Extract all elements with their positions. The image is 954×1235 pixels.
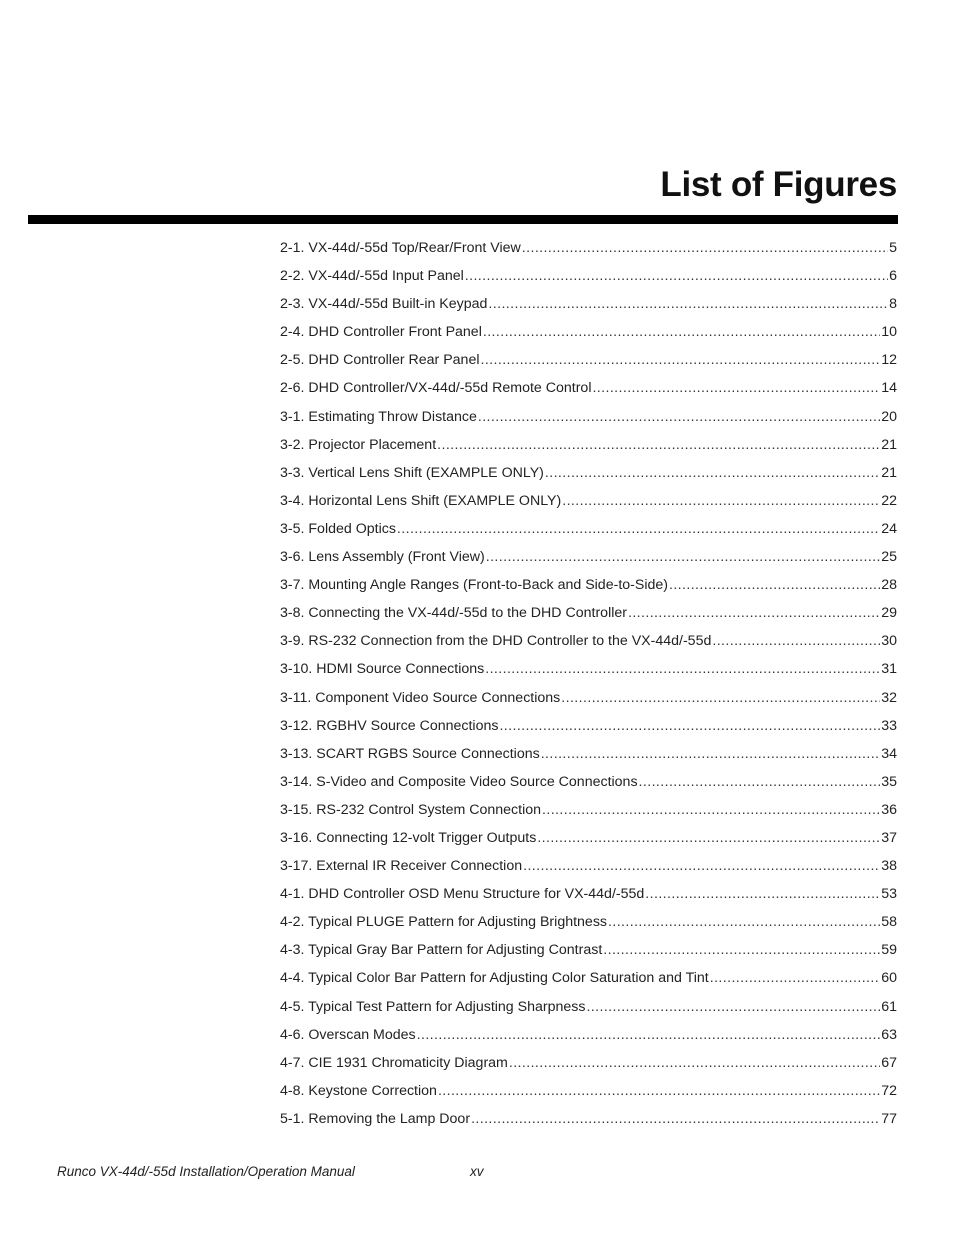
toc-entry-page: 36 <box>881 801 897 818</box>
dot-leader <box>669 571 880 599</box>
toc-entry-page: 38 <box>881 858 897 875</box>
toc-entry[interactable] <box>280 880 897 908</box>
toc-entry-label: 3-13. SCART RGBS Source Connections <box>280 745 540 762</box>
dot-leader <box>471 1105 880 1133</box>
toc-entry-label: 4-5. Typical Test Pattern for Adjusting Sharpness <box>280 998 586 1015</box>
toc-entry-label: 3-11. Component Video Source Connections <box>280 689 561 706</box>
toc-entry-label: 4-7. CIE 1931 Chromaticity Diagram <box>280 1054 508 1071</box>
toc-entry-label: 4-8. Keystone Correction <box>280 1082 437 1099</box>
toc-entry-label: 2-4. DHD Controller Front Panel <box>280 324 482 341</box>
toc-entry-page: 25 <box>881 549 897 566</box>
toc-entry-page: 35 <box>881 773 897 790</box>
toc-entry-page: 21 <box>881 436 897 453</box>
footer-manual-title: Runco VX-44d/-55d Installation/Operation Manual <box>57 1164 355 1179</box>
toc-entry-page: 32 <box>881 689 897 706</box>
toc-entry[interactable] <box>280 290 897 318</box>
toc-entry-page: 72 <box>881 1082 897 1099</box>
toc-entry[interactable] <box>280 403 897 431</box>
dot-leader <box>608 908 880 936</box>
toc-entry[interactable] <box>280 571 897 599</box>
footer-page-number: xv <box>470 1164 484 1179</box>
title-rule <box>28 215 898 224</box>
toc-entry[interactable] <box>280 712 897 740</box>
toc-entry[interactable] <box>280 543 897 571</box>
toc-entry-label: 4-4. Typical Color Bar Pattern for Adjusting Color Saturation and Tint <box>280 970 709 987</box>
toc-entry-label: 3-4. Horizontal Lens Shift (EXAMPLE ONLY) <box>280 492 562 509</box>
toc-entry-label: 3-16. Connecting 12-volt Trigger Outputs <box>280 829 537 846</box>
toc-entry[interactable] <box>280 1021 897 1049</box>
toc-entry[interactable] <box>280 936 897 964</box>
dot-leader <box>712 627 880 655</box>
toc-entry-page: 77 <box>881 1110 897 1127</box>
toc-entry-label: 3-8. Connecting the VX-44d/-55d to the DHD Controller <box>280 605 627 622</box>
toc-entry-page: 53 <box>881 886 897 903</box>
dot-leader <box>603 936 880 964</box>
toc-entry-page: 60 <box>881 970 897 987</box>
toc-entry-label: 2-2. VX-44d/-55d Input Panel <box>280 268 464 285</box>
dot-leader <box>397 515 880 543</box>
toc-entry-page: 12 <box>881 352 897 369</box>
dot-leader <box>592 374 880 402</box>
toc-entry[interactable] <box>280 487 897 515</box>
toc-entry-label: 3-7. Mounting Angle Ranges (Front-to-Back and Side-to-Side) <box>280 577 668 594</box>
toc-entry-label: 3-12. RGBHV Source Connections <box>280 717 499 734</box>
page-title: List of Figures <box>660 165 897 204</box>
toc-entry-label: 3-14. S-Video and Composite Video Source Connections <box>280 773 638 790</box>
dot-leader <box>542 796 880 824</box>
dot-leader <box>586 993 880 1021</box>
toc-entry[interactable] <box>280 824 897 852</box>
dot-leader <box>481 346 881 374</box>
toc-entry-page: 37 <box>881 829 897 846</box>
dot-leader <box>561 684 880 712</box>
toc-entry-page: 61 <box>881 998 897 1015</box>
dot-leader <box>537 824 880 852</box>
toc-entry-label: 3-15. RS-232 Control System Connection <box>280 801 542 818</box>
toc-entry[interactable] <box>280 1105 897 1133</box>
dot-leader <box>478 403 880 431</box>
toc-entry[interactable] <box>280 852 897 880</box>
toc-entry-page: 21 <box>881 464 897 481</box>
toc-entry-page: 59 <box>881 942 897 959</box>
toc-entry[interactable] <box>280 796 897 824</box>
dot-leader <box>509 1049 880 1077</box>
toc-entry-page: 31 <box>881 661 897 678</box>
toc-entry-page: 5 <box>889 240 897 256</box>
toc-entry-page: 8 <box>889 296 897 313</box>
dot-leader <box>645 880 880 908</box>
toc-entry[interactable] <box>280 346 897 374</box>
toc-entry-label: 3-10. HDMI Source Connections <box>280 661 485 678</box>
toc-entry[interactable] <box>280 993 897 1021</box>
dot-leader <box>562 487 880 515</box>
toc-entry[interactable] <box>280 234 897 262</box>
toc-entry-label: 3-3. Vertical Lens Shift (EXAMPLE ONLY) <box>280 464 544 481</box>
toc-entry-label: 4-6. Overscan Modes <box>280 1026 416 1043</box>
toc-entry[interactable] <box>280 1049 897 1077</box>
toc-entry[interactable] <box>280 908 897 936</box>
dot-leader <box>488 290 888 318</box>
toc-entry-label: 4-1. DHD Controller OSD Menu Structure for VX-44d/-55d <box>280 886 645 903</box>
toc-entry-label: 4-2. Typical PLUGE Pattern for Adjusting Brightness <box>280 914 608 931</box>
toc-entry-page: 58 <box>881 914 897 931</box>
toc-entry-page: 28 <box>881 577 897 594</box>
dot-leader <box>522 234 888 262</box>
dot-leader <box>438 1077 880 1105</box>
toc-entry-label: 2-1. VX-44d/-55d Top/Rear/Front View <box>280 240 521 256</box>
toc-entry[interactable] <box>280 768 897 796</box>
toc-entry[interactable] <box>280 459 897 487</box>
dot-leader <box>465 262 888 290</box>
toc-entry-label: 4-3. Typical Gray Bar Pattern for Adjusting Contrast <box>280 942 603 959</box>
toc-entry-page: 33 <box>881 717 897 734</box>
toc-entry-page: 63 <box>881 1026 897 1043</box>
toc-entry-page: 24 <box>881 520 897 537</box>
toc-entry[interactable] <box>280 599 897 627</box>
toc-entry-page: 10 <box>881 324 897 341</box>
dot-leader <box>485 655 880 683</box>
toc-entry-label: 3-1. Estimating Throw Distance <box>280 408 477 425</box>
toc-entry[interactable] <box>280 262 897 290</box>
toc-entry[interactable] <box>280 655 897 683</box>
dot-leader <box>710 964 880 992</box>
dot-leader <box>417 1021 881 1049</box>
toc-entry[interactable] <box>280 684 897 712</box>
toc-entry[interactable] <box>280 627 897 655</box>
toc-entry-label: 3-6. Lens Assembly (Front View) <box>280 549 485 566</box>
list-of-figures <box>280 234 897 1133</box>
toc-entry-page: 67 <box>881 1054 897 1071</box>
dot-leader <box>486 543 880 571</box>
toc-entry-page: 6 <box>889 268 897 285</box>
toc-entry-page: 20 <box>881 408 897 425</box>
dot-leader <box>437 431 880 459</box>
dot-leader <box>545 459 880 487</box>
toc-entry[interactable] <box>280 374 897 402</box>
toc-entry[interactable] <box>280 515 897 543</box>
toc-entry-label: 3-5. Folded Optics <box>280 520 396 537</box>
toc-entry[interactable] <box>280 964 897 992</box>
dot-leader <box>523 852 880 880</box>
toc-entry-label: 2-3. VX-44d/-55d Built-in Keypad <box>280 296 488 313</box>
toc-entry-label: 2-6. DHD Controller/VX-44d/-55d Remote Control <box>280 380 592 397</box>
toc-entry-page: 14 <box>881 380 897 397</box>
toc-entry[interactable] <box>280 431 897 459</box>
toc-entry-page: 34 <box>881 745 897 762</box>
toc-entry[interactable] <box>280 318 897 346</box>
dot-leader <box>628 599 880 627</box>
toc-entry[interactable] <box>280 1077 897 1105</box>
toc-entry-label: 5-1. Removing the Lamp Door <box>280 1110 471 1127</box>
toc-entry[interactable] <box>280 740 897 768</box>
toc-entry-page: 22 <box>881 492 897 509</box>
toc-entry-label: 3-9. RS-232 Connection from the DHD Controller to the VX-44d/-55d <box>280 633 712 650</box>
toc-entry-label: 3-2. Projector Placement <box>280 436 437 453</box>
toc-entry-label: 2-5. DHD Controller Rear Panel <box>280 352 480 369</box>
dot-leader <box>483 318 880 346</box>
toc-entry-page: 30 <box>881 633 897 650</box>
toc-entry-label: 3-17. External IR Receiver Connection <box>280 858 523 875</box>
dot-leader <box>639 768 881 796</box>
toc-entry-page: 29 <box>881 605 897 622</box>
dot-leader <box>541 740 881 768</box>
dot-leader <box>499 712 880 740</box>
